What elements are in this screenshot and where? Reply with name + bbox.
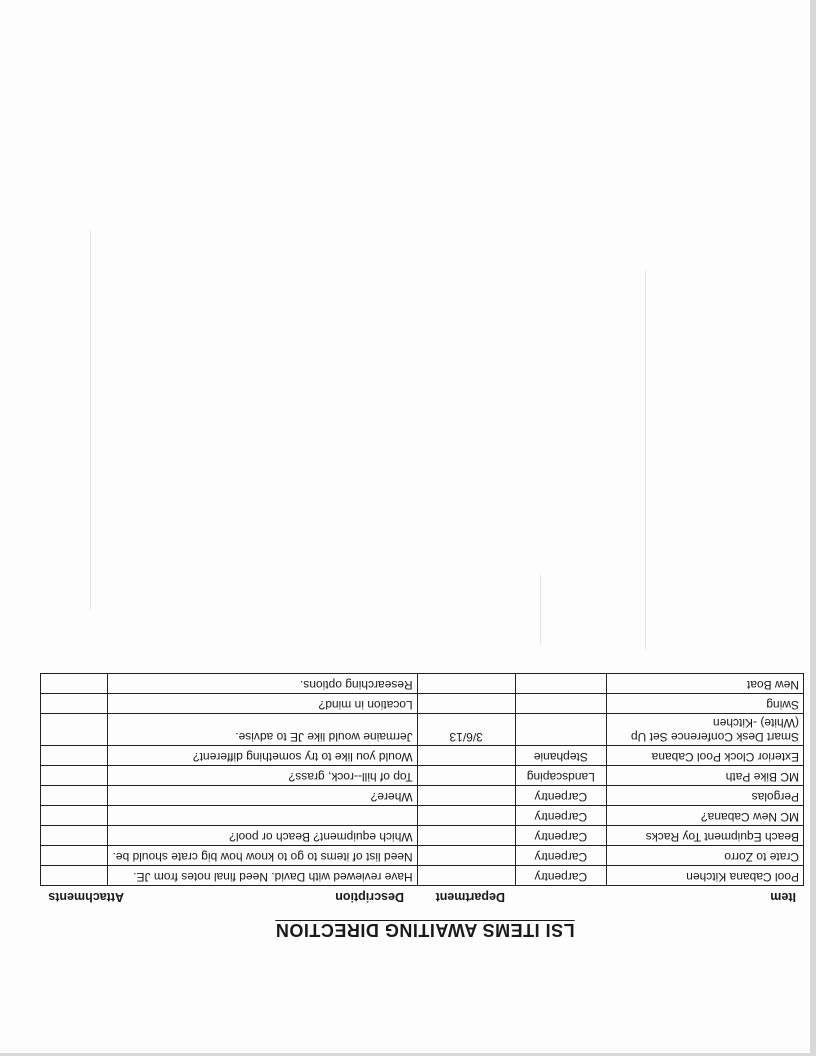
cell-attachments bbox=[41, 846, 109, 866]
cell-date bbox=[417, 674, 515, 694]
table-row bbox=[41, 674, 804, 694]
cell-attachments bbox=[41, 714, 109, 746]
cell-description: Which equipment? Beach or pool? bbox=[108, 826, 417, 846]
cell-description: Where? bbox=[108, 786, 417, 806]
cell-description: Location in mind? bbox=[108, 694, 417, 714]
table-row bbox=[41, 826, 804, 846]
cell-attachments bbox=[41, 826, 109, 846]
cell-description: Have reviewed with David. Need final notes from JE. bbox=[108, 866, 417, 886]
cell-item: MC New Cabana? bbox=[606, 806, 803, 826]
table-row bbox=[41, 806, 804, 826]
cell-date: 3/6/13 bbox=[417, 714, 515, 746]
cell-department bbox=[515, 694, 606, 714]
table-row bbox=[41, 846, 804, 866]
cell-department: Carpentry bbox=[515, 786, 606, 806]
cell-description: Jermaine would like JE to advise. bbox=[108, 714, 417, 746]
cell-department bbox=[515, 714, 606, 746]
cell-department: Carpentry bbox=[515, 866, 606, 886]
cell-item: Pergolas bbox=[606, 786, 803, 806]
column-headers bbox=[46, 888, 804, 904]
cell-department: Landscaping bbox=[515, 766, 606, 786]
cell-item: New Boat bbox=[606, 674, 803, 694]
cell-item: Pool Cabana Kitchen bbox=[606, 866, 803, 886]
table-row bbox=[41, 866, 804, 886]
cell-date bbox=[417, 694, 515, 714]
cell-department bbox=[515, 674, 606, 694]
cell-date bbox=[417, 746, 515, 766]
cell-attachments bbox=[41, 806, 109, 826]
cell-date bbox=[417, 806, 515, 826]
cell-item: MC Bike Path bbox=[606, 766, 803, 786]
header-attachments: Attachments bbox=[48, 890, 124, 904]
cell-attachments bbox=[41, 674, 109, 694]
cell-description: Need list of items to go to know how big crate should be. bbox=[108, 846, 417, 866]
table-row bbox=[41, 714, 804, 746]
cell-item: Crate to Zorro bbox=[606, 846, 803, 866]
cell-department: Carpentry bbox=[515, 846, 606, 866]
scan-artifact bbox=[90, 230, 91, 610]
cell-department: Carpentry bbox=[515, 806, 606, 826]
table-row bbox=[41, 786, 804, 806]
cell-attachments bbox=[41, 694, 109, 714]
table-row bbox=[41, 746, 804, 766]
table-row bbox=[41, 766, 804, 786]
cell-description bbox=[108, 806, 417, 826]
title-text: LSI ITEMS AWAITING DIRECTION bbox=[275, 920, 575, 940]
cell-description: Researching options. bbox=[108, 674, 417, 694]
cell-item: Swing bbox=[606, 694, 803, 714]
cell-attachments bbox=[41, 866, 109, 886]
cell-description: Would you like to try something different? bbox=[108, 746, 417, 766]
page-edge-shadow bbox=[810, 0, 816, 1056]
scan-artifact bbox=[645, 270, 646, 650]
table-row bbox=[41, 694, 804, 714]
cell-attachments bbox=[41, 766, 109, 786]
cell-item: Smart Desk Conference Set Up (White) -Kitchen bbox=[606, 714, 803, 746]
cell-description: Top of hill--rock, grass? bbox=[108, 766, 417, 786]
cell-department: Carpentry bbox=[515, 826, 606, 846]
header-department: Department bbox=[435, 890, 505, 904]
cell-date bbox=[417, 786, 515, 806]
cell-attachments bbox=[41, 786, 109, 806]
header-item: Item bbox=[770, 890, 796, 904]
cell-date bbox=[417, 766, 515, 786]
cell-item: Beach Equipment Toy Racks bbox=[606, 826, 803, 846]
scan-artifact bbox=[540, 575, 541, 645]
cell-date bbox=[417, 846, 515, 866]
document-title bbox=[40, 919, 810, 940]
cell-date bbox=[417, 826, 515, 846]
document-content bbox=[40, 650, 810, 960]
items-table bbox=[40, 673, 804, 886]
cell-date bbox=[417, 866, 515, 886]
cell-department: Stephanie bbox=[515, 746, 606, 766]
header-description: Description bbox=[335, 890, 404, 904]
cell-attachments bbox=[41, 746, 109, 766]
cell-item: Exterior Clock Pool Cabana bbox=[606, 746, 803, 766]
